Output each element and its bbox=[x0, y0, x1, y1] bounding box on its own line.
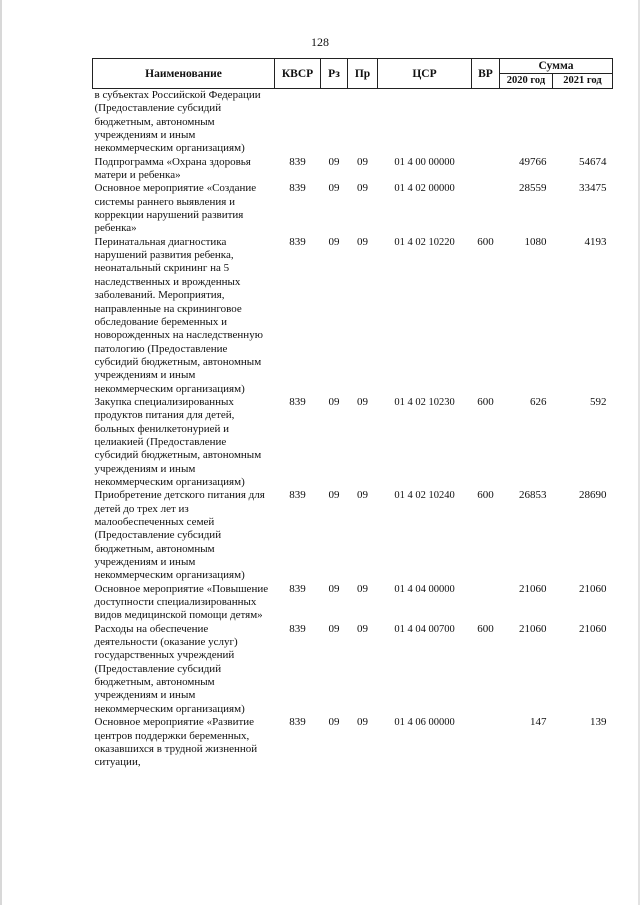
row-pr: 09 bbox=[357, 395, 368, 408]
row-name: Приобретение детского питания для детей до трех лет из малообеспеченных семей (Предоставление субсидий бюджетным, автономным учреждениям и иным некоммерческим организациям) bbox=[94, 489, 265, 582]
row-sum-2021 bbox=[553, 89, 613, 156]
table-row bbox=[93, 716, 613, 769]
row-csr: 01 4 02 10240 bbox=[394, 490, 455, 502]
row-sum-2020: 1080 bbox=[524, 235, 547, 248]
row-rz: 09 bbox=[328, 395, 340, 408]
row-name: Подпрограмма «Охрана здоровья матери и ребенка» bbox=[94, 155, 251, 182]
row-vr bbox=[472, 182, 500, 235]
row-pr: 09 bbox=[357, 182, 368, 195]
scan-edge-left bbox=[0, 0, 2, 905]
row-csr: 01 4 00 00000 bbox=[394, 156, 455, 168]
row-sum-2021: 139 bbox=[590, 716, 607, 729]
row-sum-2020: 49766 bbox=[519, 155, 547, 168]
row-rz: 09 bbox=[328, 155, 340, 168]
row-rz: 09 bbox=[328, 622, 340, 635]
row-kvsr: 839 bbox=[289, 489, 306, 502]
row-csr: 01 4 02 10230 bbox=[394, 396, 455, 408]
table-header bbox=[93, 59, 613, 89]
row-sum-2020 bbox=[500, 89, 553, 156]
row-vr: 600 bbox=[477, 622, 494, 635]
table-row bbox=[93, 89, 613, 156]
header-name: Наименование bbox=[93, 59, 275, 89]
row-csr: 01 4 04 00000 bbox=[394, 583, 455, 595]
row-vr bbox=[472, 716, 500, 769]
row-kvsr: 839 bbox=[289, 716, 306, 729]
row-sum-2021: 592 bbox=[590, 395, 607, 408]
row-csr bbox=[378, 89, 472, 156]
row-rz bbox=[321, 89, 348, 156]
row-name: в субъектах Российской Федерации (Предоставление субсидий бюджетным, автономным учреждениям и иным некоммерческим организациям) bbox=[94, 89, 261, 155]
row-kvsr: 839 bbox=[289, 235, 306, 248]
table-row bbox=[93, 583, 613, 623]
header-year-2021: 2021 год bbox=[553, 74, 613, 89]
row-kvsr: 839 bbox=[289, 155, 306, 168]
table-row bbox=[93, 623, 613, 716]
row-name: Основное мероприятие «Создание системы раннего выявления и коррекции нарушений развития ребенка» bbox=[94, 182, 257, 235]
row-name: Закупка специализированных продуктов питания для детей, больных фенилкетонурией и целиакией (Предоставление субсидий бюджетным, автономным учреждениям и иным некоммерческим организациям) bbox=[94, 395, 262, 488]
row-pr: 09 bbox=[357, 622, 368, 635]
row-sum-2020: 26853 bbox=[519, 489, 547, 502]
row-pr: 09 bbox=[357, 582, 368, 595]
row-rz: 09 bbox=[328, 489, 340, 502]
header-year-2020: 2020 год bbox=[500, 74, 553, 89]
row-sum-2021: 4193 bbox=[584, 235, 607, 248]
row-rz: 09 bbox=[328, 235, 340, 248]
row-sum-2020: 626 bbox=[530, 395, 547, 408]
row-csr: 01 4 02 00000 bbox=[394, 183, 455, 195]
table-row bbox=[93, 182, 613, 235]
table-body bbox=[93, 89, 613, 770]
row-kvsr: 839 bbox=[289, 395, 306, 408]
table-row bbox=[93, 156, 613, 183]
row-name: Основное мероприятие «Повышение доступности специализированных видов медицинской помощи детям» bbox=[94, 582, 269, 622]
header-kvsr: КВСР bbox=[275, 59, 321, 89]
row-kvsr: 839 bbox=[289, 622, 306, 635]
row-pr bbox=[348, 89, 378, 156]
row-sum-2020: 147 bbox=[530, 716, 547, 729]
page-number: 128 bbox=[311, 35, 329, 49]
row-name: Основное мероприятие «Развитие центров поддержки беременных, оказавшихся в трудной жизненной ситуации, bbox=[94, 716, 258, 769]
row-sum-2021: 21060 bbox=[579, 622, 607, 635]
header-csr: ЦСР bbox=[378, 59, 472, 89]
row-vr bbox=[472, 583, 500, 623]
table-row bbox=[93, 236, 613, 396]
row-name: Перинатальная диагностика нарушений развития ребенка, неонатальный скрининг на 5 наследственных и врожденных заболеваний. Мероприятия, направленные на скрининговое обследование беременных и новорожденных на наследственную патологию (Предоставление субсидий бюджетным, автономным учреждениям и иным некоммерческим организациям) bbox=[94, 235, 263, 395]
row-kvsr: 839 bbox=[289, 582, 306, 595]
table-row bbox=[93, 489, 613, 582]
row-sum-2021: 54674 bbox=[579, 155, 607, 168]
row-csr: 01 4 02 10220 bbox=[394, 236, 455, 248]
header-vr: ВР bbox=[472, 59, 500, 89]
row-rz: 09 bbox=[328, 582, 340, 595]
row-name: Расходы на обеспечение деятельности (оказание услуг) государственных учреждений (Предоставление субсидий бюджетным, автономным учреждениям и иным некоммерческим организациям) bbox=[94, 622, 245, 715]
row-vr bbox=[472, 156, 500, 183]
row-csr: 01 4 06 00000 bbox=[394, 717, 455, 729]
row-sum-2021: 28690 bbox=[579, 489, 607, 502]
header-pr: Пр bbox=[348, 59, 378, 89]
row-kvsr bbox=[275, 89, 321, 156]
row-pr: 09 bbox=[357, 155, 368, 168]
row-vr bbox=[472, 89, 500, 156]
row-rz: 09 bbox=[328, 716, 340, 729]
table-row bbox=[93, 396, 613, 489]
header-rz: Рз bbox=[321, 59, 348, 89]
row-sum-2020: 21060 bbox=[519, 622, 547, 635]
row-pr: 09 bbox=[357, 235, 368, 248]
row-vr: 600 bbox=[477, 395, 494, 408]
header-sum: Сумма bbox=[500, 59, 613, 74]
row-pr: 09 bbox=[357, 716, 368, 729]
row-csr: 01 4 04 00700 bbox=[394, 623, 455, 635]
row-vr: 600 bbox=[477, 489, 494, 502]
row-vr: 600 bbox=[477, 235, 494, 248]
row-sum-2021: 21060 bbox=[579, 582, 607, 595]
row-kvsr: 839 bbox=[289, 182, 306, 195]
row-pr: 09 bbox=[357, 489, 368, 502]
budget-table bbox=[92, 58, 613, 770]
row-rz: 09 bbox=[328, 182, 340, 195]
row-sum-2020: 21060 bbox=[519, 582, 547, 595]
row-sum-2021: 33475 bbox=[579, 182, 607, 195]
row-sum-2020: 28559 bbox=[519, 182, 547, 195]
